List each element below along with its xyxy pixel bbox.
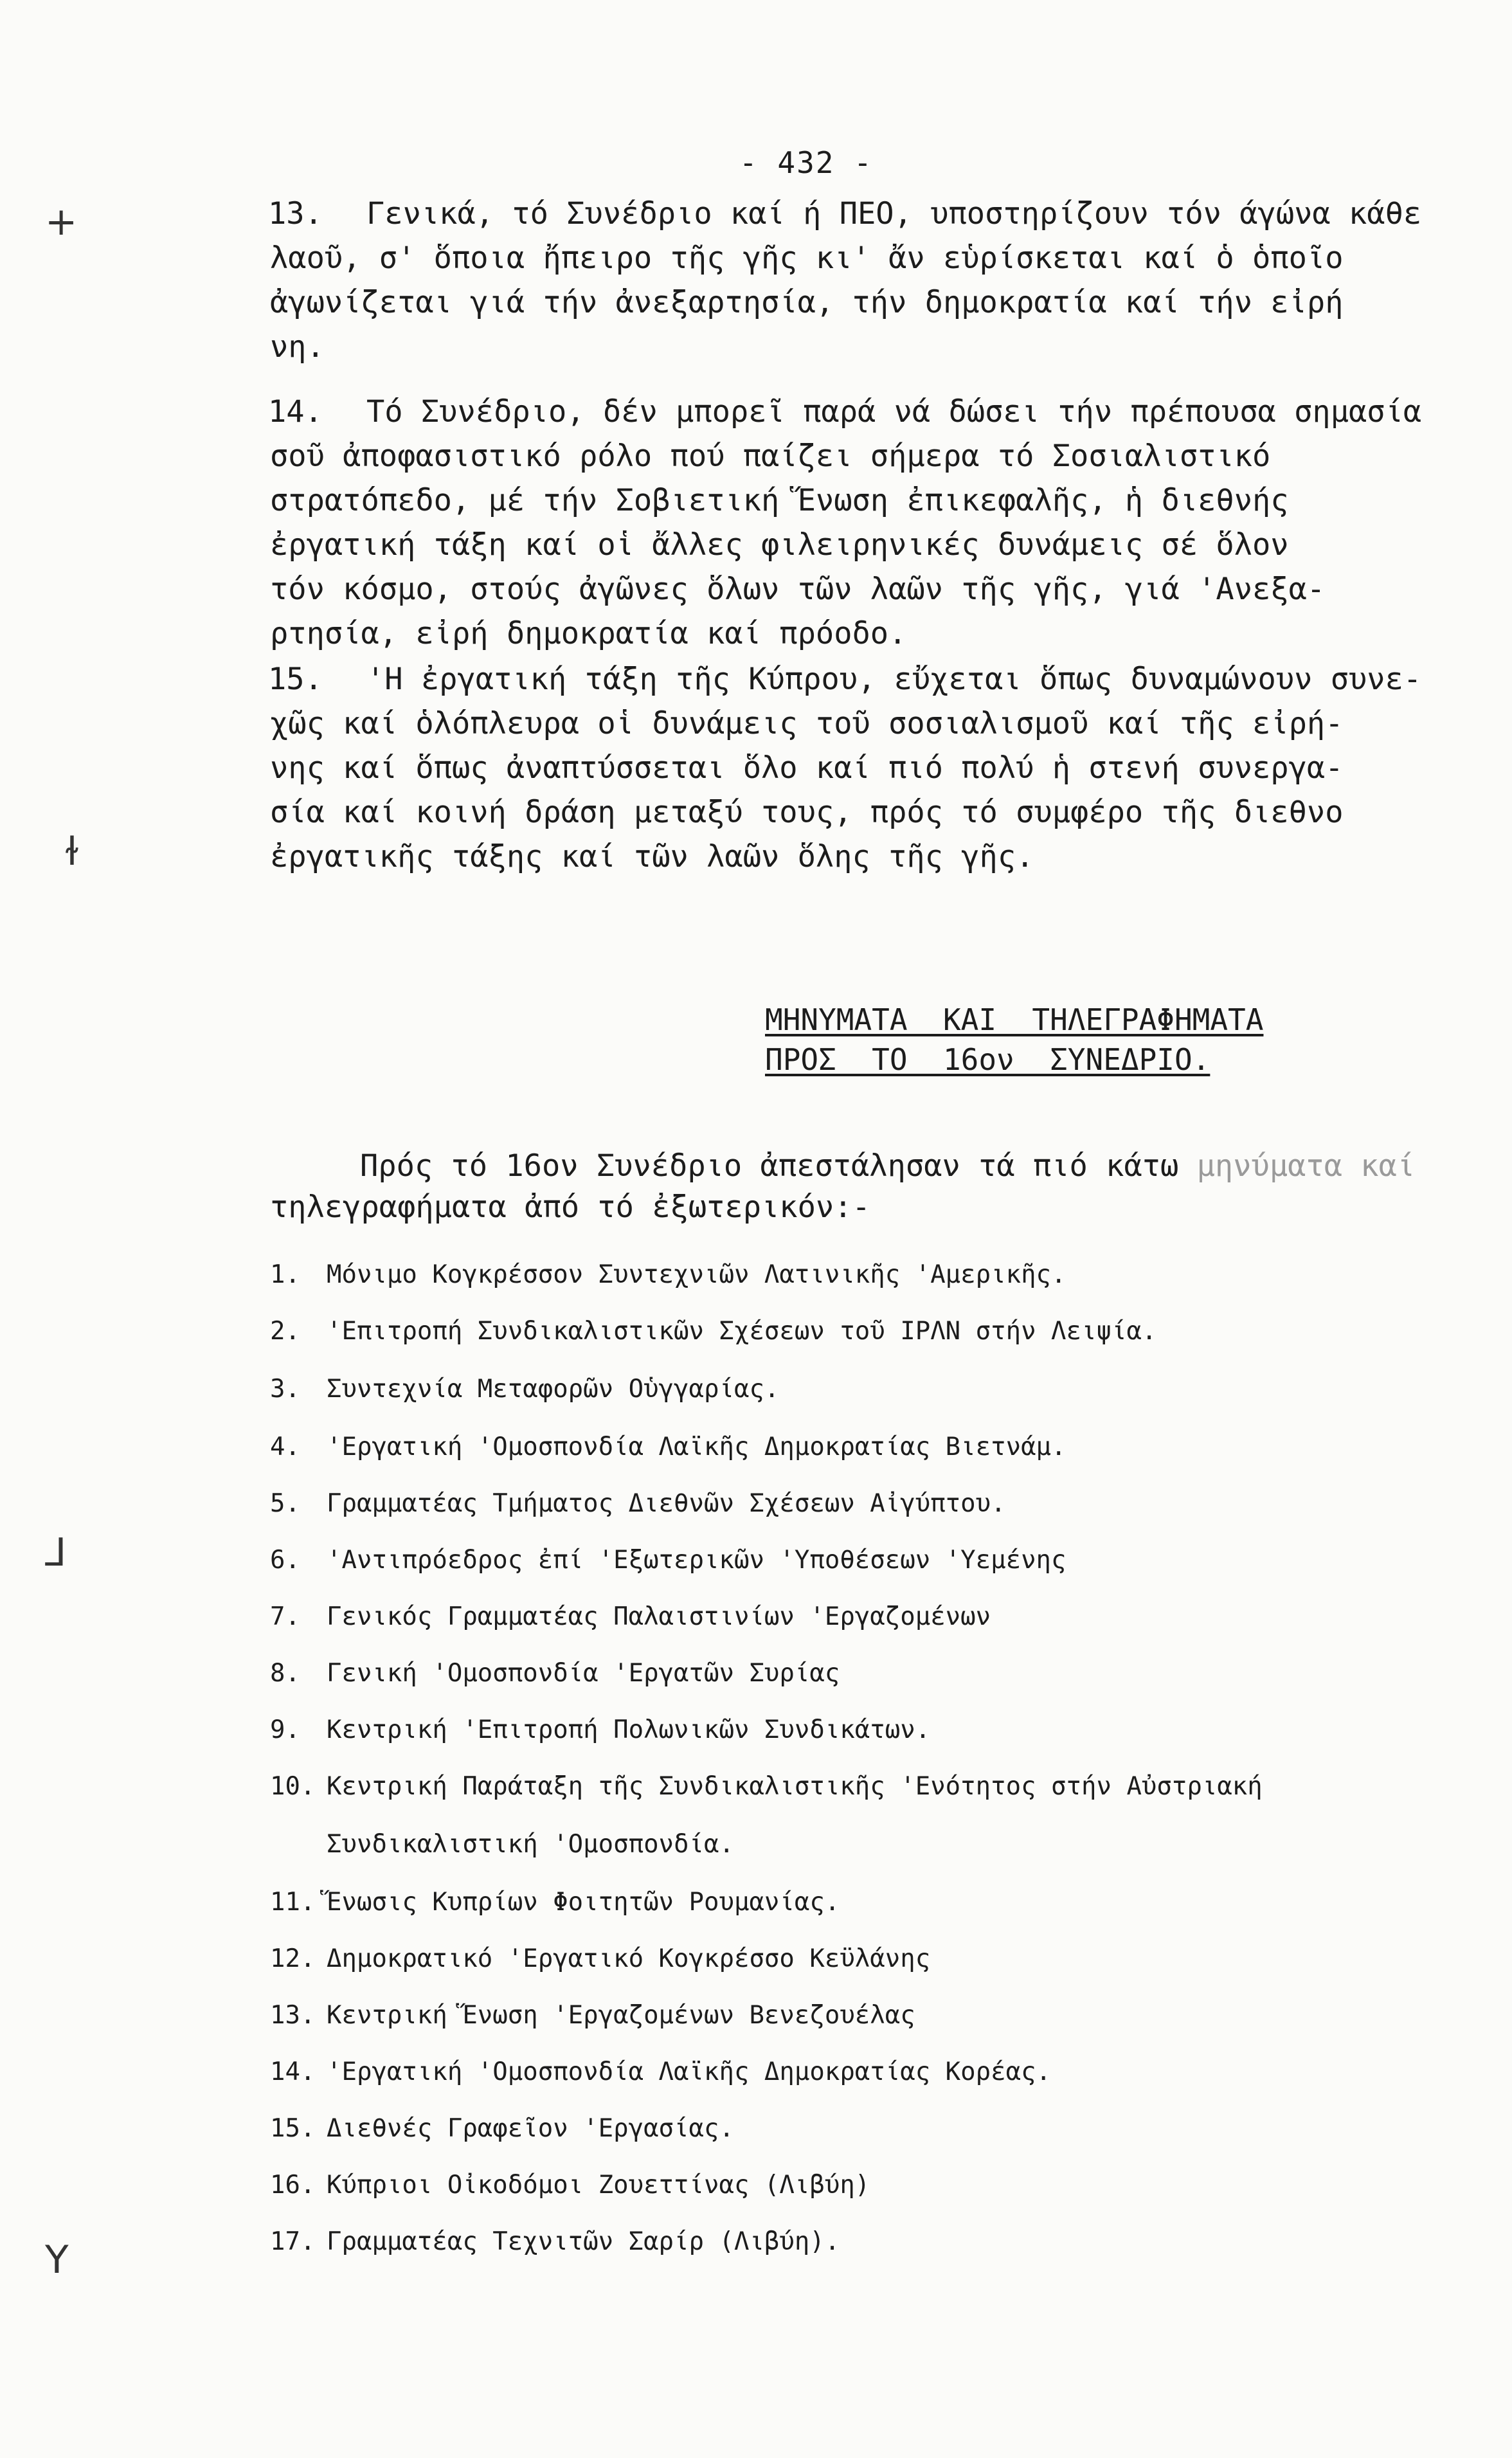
- list-item: [270, 1715, 1491, 1744]
- item-number: 14.: [270, 2057, 316, 2086]
- paragraph-line: ἐργατικῆς τάξης καί τῶν λαῶν ὅλης τῆς γῆς.: [270, 839, 1034, 874]
- paragraph-line: σοῦ ἀποφασιστικό ρόλο πού παίζει σήμερα τό Σοσιαλιστικό: [270, 438, 1271, 474]
- paragraph-line: νη.: [270, 329, 325, 365]
- list-item: [270, 1659, 1491, 1688]
- list-item: [270, 2114, 1491, 2143]
- paragraph-number: 15.: [268, 662, 323, 697]
- margin-pen-mark: ⅃: [45, 1530, 67, 1575]
- margin-pen-mark: ɫ: [64, 829, 80, 874]
- list-item: [270, 1888, 1491, 1917]
- item-number: 2.: [270, 1317, 300, 1346]
- paragraph-13: [270, 192, 1466, 369]
- item-text: Γενικός Γραμματέας Παλαιστινίων 'Εργαζομένων: [327, 1602, 991, 1631]
- item-number: 3.: [270, 1375, 300, 1404]
- section-title-line: ΜΗΝΥΜΑΤΑ ΚΑΙ ΤΗΛΕΓΡΑΦΗΜΑΤΑ: [765, 1002, 1264, 1037]
- intro-line: [270, 1146, 1491, 1187]
- paragraph-number: 13.: [268, 196, 323, 231]
- item-number: 10.: [270, 1772, 316, 1801]
- item-number: 16.: [270, 2171, 316, 2200]
- paragraph-15: [270, 657, 1466, 879]
- list-item: [270, 1546, 1491, 1575]
- paragraph-line: λαοῦ, σ' ὅποια ἤπειρο τῆς γῆς κι' ἄν εὑρίσκεται καί ὁ ὁποῖο: [270, 240, 1344, 276]
- paragraph-line: στρατόπεδο, μέ τήν Σοβιετική Ἕνωση ἐπικεφαλῆς, ἡ διεθνής: [270, 483, 1289, 518]
- list-item: [270, 1602, 1491, 1631]
- item-text: Ἕνωσις Κυπρίων Φοιτητῶν Ρουμανίας.: [327, 1888, 840, 1917]
- page-number: - 432 -: [739, 145, 873, 180]
- paragraph-line: ἐργατική τάξη καί οἱ ἄλλες φιλειρηνικές δυνάμεις σέ ὅλον: [270, 527, 1289, 563]
- item-text: Γενική 'Ομοσπονδία 'Εργατῶν Συρίας: [327, 1659, 840, 1688]
- item-number: 12.: [270, 1944, 316, 1973]
- list-item: [270, 2001, 1491, 2030]
- intro-line-text: Πρός τό 16ον Συνέδριο ἀπεστάλησαν τά πιό κάτω: [360, 1148, 1179, 1184]
- paragraph-line: ρτησία, εἰρή δημοκρατία καί πρόοδο.: [270, 616, 907, 651]
- list-item: [270, 1432, 1491, 1461]
- item-number: 17.: [270, 2227, 316, 2256]
- item-text: 'Επιτροπή Συνδικαλιστικῶν Σχέσεων τοῦ ΙΡΛΝ στήν Λειψία.: [327, 1317, 1157, 1346]
- item-text: Κεντρική Ἕνωση 'Εργαζομένων Βενεζουέλας: [327, 2001, 915, 2030]
- paragraph-line: 'Η ἐργατική τάξη τῆς Κύπρου, εὔχεται ὅπως δυναμώνουν συνε-: [366, 662, 1422, 697]
- item-number: 9.: [270, 1715, 300, 1744]
- item-text: Κεντρική 'Επιτροπή Πολωνικῶν Συνδικάτων.: [327, 1715, 931, 1744]
- margin-cross-mark: +: [45, 199, 78, 244]
- section-title: [765, 1000, 1263, 1080]
- list-item: [270, 1772, 1491, 1801]
- item-text: Διεθνές Γραφεῖον 'Εργασίας.: [327, 2114, 734, 2143]
- item-text: Μόνιμο Κογκρέσσον Συντεχνιῶν Λατινικῆς 'Αμερικῆς.: [327, 1260, 1066, 1289]
- list-item: [270, 1260, 1491, 1289]
- item-text: Δημοκρατικό 'Εργατικό Κογκρέσσο Κεϋλάνης: [327, 1944, 931, 1973]
- list-item: [270, 1375, 1491, 1404]
- intro-faint-text: μηνύματα καί: [1196, 1148, 1416, 1184]
- list-item: [270, 1944, 1491, 1973]
- paragraph-number: 14.: [268, 394, 323, 429]
- list-item: [270, 1489, 1491, 1518]
- item-text: Κύπριοι Οἰκοδόμοι Ζουεττίνας (Λιβύη): [327, 2171, 870, 2200]
- item-number: 1.: [270, 1260, 300, 1289]
- list-item: [270, 2227, 1491, 2256]
- list-item: [270, 2057, 1491, 2086]
- paragraph-line: σία καί κοινή δράση μεταξύ τους, πρός τό συμφέρο τῆς διεθνο: [270, 795, 1344, 830]
- paragraph-line: νης καί ὅπως ἀναπτύσσεται ὅλο καί πιό πολύ ἡ στενή συνεργα-: [270, 750, 1344, 786]
- paragraph-line: Τό Συνέδριο, δέν μπορεῖ παρά νά δώσει τήν πρέπουσα σημασία: [366, 394, 1422, 429]
- item-number: 4.: [270, 1432, 300, 1461]
- item-text: Κεντρική Παράταξη τῆς Συνδικαλιστικῆς 'Ενότητος στήν Αὐστριακή: [327, 1772, 1263, 1801]
- item-text: 'Αντιπρόεδρος ἐπί 'Εξωτερικῶν 'Υποθέσεων 'Υεμένης: [327, 1546, 1066, 1575]
- item-number: 15.: [270, 2114, 316, 2143]
- margin-pen-mark: Y: [45, 2237, 69, 2282]
- intro-line: τηλεγραφήματα ἀπό τό ἐξωτερικόν:-: [270, 1189, 870, 1225]
- paragraph-line: χῶς καί ὁλόπλευρα οἱ δυνάμεις τοῦ σοσιαλισμοῦ καί τῆς εἰρή-: [270, 706, 1344, 741]
- item-number: 13.: [270, 2001, 316, 2030]
- item-text: 'Εργατική 'Ομοσπονδία Λαϊκῆς Δημοκρατίας Βιετνάμ.: [327, 1432, 1066, 1461]
- paragraph-line: ἀγωνίζεται γιά τήν ἀνεξαρτησία, τήν δημοκρατία καί τήν εἰρή: [270, 285, 1344, 320]
- section-title-line: ΠΡΟΣ ΤΟ 16ον ΣΥΝΕΔΡΙΟ.: [765, 1042, 1210, 1077]
- item-number: 6.: [270, 1546, 300, 1575]
- item-text: Γραμματέας Τεχνιτῶν Σαρίρ (Λιβύη).: [327, 2227, 840, 2256]
- item-text: Γραμματέας Τμήματος Διεθνῶν Σχέσεων Αἰγύπτου.: [327, 1489, 1006, 1518]
- list-item: [270, 1317, 1491, 1346]
- item-text: 'Εργατική 'Ομοσπονδία Λαϊκῆς Δημοκρατίας Κορέας.: [327, 2057, 1052, 2086]
- paragraph-line: Γενικά, τό Συνέδριο καί ή ΠΕΟ, υποστηρίζουν τόν άγώνα κάθε: [366, 196, 1422, 231]
- item-number: 7.: [270, 1602, 300, 1631]
- item-number: 5.: [270, 1489, 300, 1518]
- item-text: Συντεχνία Μεταφορῶν Οὑγγαρίας.: [327, 1375, 780, 1404]
- list-item: [270, 2171, 1491, 2200]
- intro-text: [270, 1146, 1491, 1228]
- list-item-continuation: [270, 1830, 1491, 1859]
- item-text: Συνδικαλιστική 'Ομοσπονδία.: [327, 1830, 734, 1859]
- item-number: 11.: [270, 1888, 316, 1917]
- item-number: 8.: [270, 1659, 300, 1688]
- paragraph-14: [270, 390, 1466, 656]
- paragraph-line: τόν κόσμο, στούς ἀγῶνες ὅλων τῶν λαῶν τῆς γῆς, γιά 'Ανεξα-: [270, 572, 1326, 607]
